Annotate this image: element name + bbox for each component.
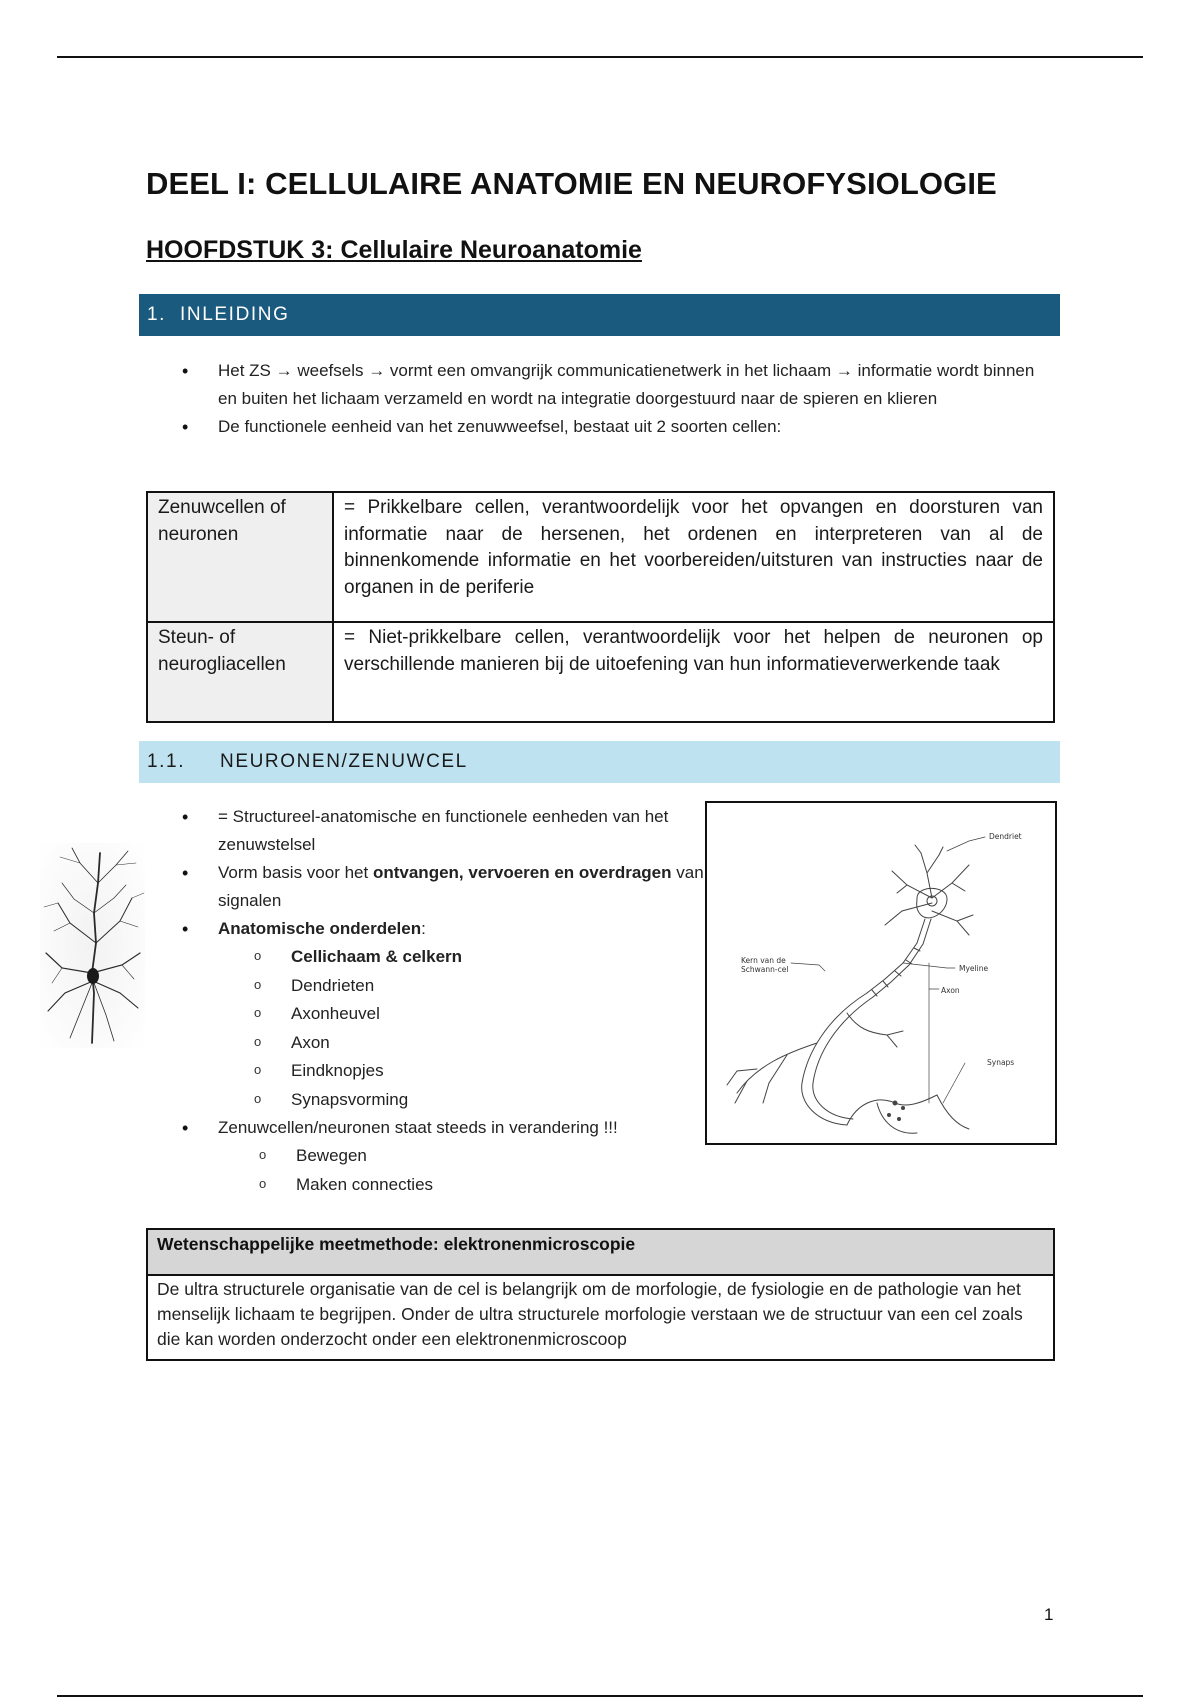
page-number: 1 <box>1044 1605 1054 1624</box>
diagram-label-myelin: Myeline <box>959 964 989 973</box>
anatomy-parts-list <box>218 943 706 1114</box>
list-item: o Axonheuvel <box>218 1000 706 1029</box>
section-heading-neuronen <box>139 741 1060 783</box>
text-span: Zenuwcellen/neuronen staat steeds in verandering !!! <box>218 1118 618 1137</box>
section-number: 1. <box>147 304 167 325</box>
bold-text: Anatomische onderdelen <box>218 919 422 938</box>
table-definition-cell: = Niet-prikkelbare cellen, verantwoordelijk voor het helpen de neuronen op verschillende manieren bij de uitoefening van hun informatieverwerkende taak <box>333 622 1054 722</box>
diagram-label-schwann: Schwann-cel <box>741 965 789 974</box>
list-item <box>146 915 706 1114</box>
table-row <box>147 622 1054 722</box>
method-box-title: Wetenschappelijke meetmethode: elektronenmicroscopie <box>148 1230 1053 1276</box>
table-term-cell: Zenuwcellen of neuronen <box>147 492 333 622</box>
section-number: 1.1. <box>147 751 186 772</box>
section-heading-inleiding <box>139 294 1060 336</box>
diagram-label-dendrite: Dendriet <box>989 832 1022 841</box>
neuron-micrograph-image <box>40 843 145 1048</box>
list-item: • Het ZS → weefsels → vormt een omvangrijk communicatienetwerk in het lichaam → informatie wordt binnen en buiten het lichaam verzameld en wordt na integratie doorgestuurd naar de spieren en klieren <box>146 357 1046 413</box>
section-title: NEURONEN/ZENUWCEL <box>220 751 468 772</box>
list-item: o Eindknopjes <box>218 1057 706 1086</box>
bold-text: Cellichaam & celkern <box>291 947 463 966</box>
diagram-label-axon: Axon <box>941 986 960 995</box>
diagram-label-schwann: Kern van de <box>741 956 786 965</box>
changes-list <box>218 1142 706 1199</box>
footer-rule <box>57 1695 1143 1697</box>
list-item: o Dendrieten <box>218 972 706 1001</box>
list-item <box>146 859 706 915</box>
table-row <box>147 492 1054 622</box>
list-item <box>146 1114 706 1199</box>
method-box <box>146 1228 1055 1361</box>
list-item: • De functionele eenheid van het zenuwweefsel, bestaat uit 2 soorten cellen: <box>146 413 1046 441</box>
list-item: o Axon <box>218 1029 706 1058</box>
intro-bullet-list <box>146 357 1046 441</box>
method-box-text: De ultra structurele organisatie van de cel is belangrijk om de morfologie, de fysiologie en de pathologie van het menselijk lichaam te begrijpen. Onder de ultra structurele morfologie verstaan we de structuur van een cel zoals die kan worden onderzocht onder een elektronenmicroscoop <box>157 1279 1023 1349</box>
table-term-cell: Steun- of neurogliacellen <box>147 622 333 722</box>
list-item: o Synapsvorming <box>218 1086 706 1115</box>
list-item: o Bewegen <box>218 1142 706 1171</box>
neuron-diagram-drawing <box>707 803 1055 1143</box>
list-item: • = Structureel-anatomische en functionele eenheden van het zenuwstelsel <box>146 803 706 859</box>
diagram-label-synapse: Synaps <box>987 1058 1015 1067</box>
part-title: DEEL I: CELLULAIRE ANATOMIE EN NEUROFYSIOLOGIE <box>146 166 997 201</box>
text-span: van signalen <box>218 863 704 910</box>
list-item <box>218 943 706 972</box>
header-rule <box>57 56 1143 58</box>
neuron-diagram <box>705 801 1057 1145</box>
section-title: INLEIDING <box>180 304 290 325</box>
list-item: o Maken connecties <box>218 1171 706 1200</box>
neuron-micrograph-drawing <box>40 843 145 1048</box>
bold-text: ontvangen, vervoeren en overdragen <box>372 863 672 882</box>
cell-types-table <box>146 491 1055 723</box>
neuron-bullet-list <box>146 803 706 1199</box>
table-definition-cell: = Prikkelbare cellen, verantwoordelijk voor het opvangen en doorsturen van informatie naar de hersenen, het ordenen en interpreteren van al de binnenkomende informatie en het voorbereiden/uitsturen van instructies naar de organen in de periferie <box>333 492 1054 622</box>
chapter-title: HOOFDSTUK 3: Cellulaire Neuroanatomie <box>146 236 642 264</box>
text-span: : <box>421 919 426 938</box>
text-span: Vorm basis voor het <box>218 863 373 882</box>
